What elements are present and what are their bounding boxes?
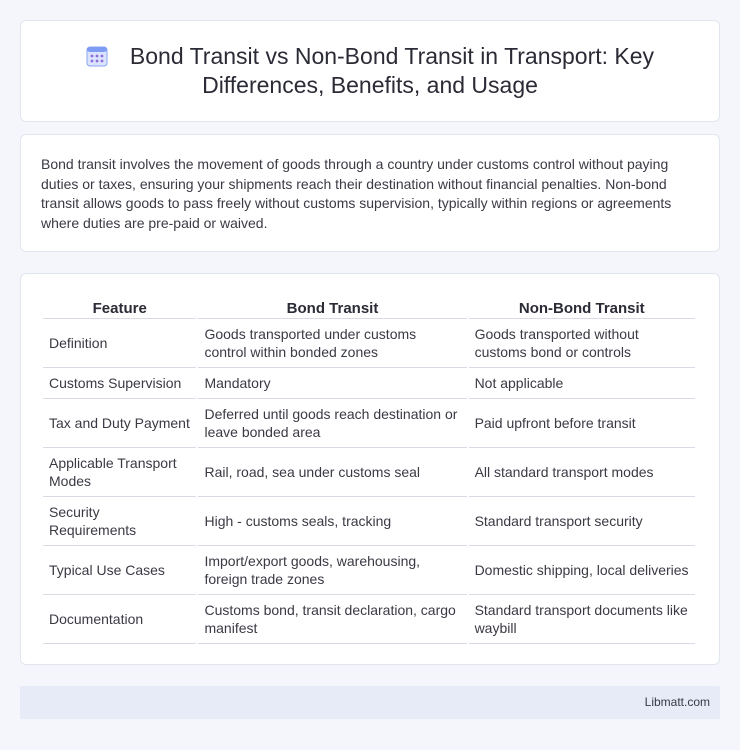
bond-cell: High - customs seals, tracking: [198, 497, 466, 546]
non-bond-cell: Domestic shipping, local deliveries: [469, 546, 695, 595]
table-row: [43, 497, 695, 546]
comparison-table: [41, 294, 697, 644]
intro-card: [20, 134, 720, 252]
calendar-icon: [86, 45, 108, 67]
table-row: [43, 368, 695, 399]
non-bond-cell: Paid upfront before transit: [469, 399, 695, 448]
table-row: [43, 448, 695, 497]
feature-cell: Applicable Transport Modes: [43, 448, 196, 497]
footer-brand-link[interactable]: Libmatt.com: [644, 695, 710, 709]
page-title: [45, 42, 695, 100]
page-title-text: Bond Transit vs Non-Bond Transit in Transport: Key Differences, Benefits, and Usage: [129, 43, 655, 98]
bond-cell: Mandatory: [198, 368, 466, 399]
feature-cell: Documentation: [43, 595, 196, 644]
bond-cell: Goods transported under customs control within bonded zones: [198, 319, 466, 368]
feature-cell: Definition: [43, 319, 196, 368]
non-bond-cell: All standard transport modes: [469, 448, 695, 497]
feature-cell: Security Requirements: [43, 497, 196, 546]
non-bond-cell: Goods transported without customs bond or controls: [469, 319, 695, 368]
feature-cell: Typical Use Cases: [43, 546, 196, 595]
title-card: [20, 20, 720, 122]
intro-paragraph: Bond transit involves the movement of goods through a country under customs control without paying duties or taxes, ensuring your shipments reach their destination without financial penalties. Non-bond transit allows goods to pass freely without customs supervision, typically within regions or agreements where duties are pre-paid or waived.: [41, 156, 672, 231]
header-non-bond-transit: Non-Bond Transit: [469, 294, 695, 319]
bond-cell: Rail, road, sea under customs seal: [198, 448, 466, 497]
non-bond-cell: Not applicable: [469, 368, 695, 399]
bond-cell: Deferred until goods reach destination or leave bonded area: [198, 399, 466, 448]
footer-bar: [20, 686, 720, 719]
bond-cell: Import/export goods, warehousing, foreign trade zones: [198, 546, 466, 595]
header-feature: Feature: [43, 294, 196, 319]
table-header-row: [43, 294, 695, 319]
title-wrap: [21, 21, 719, 121]
comparison-card: [20, 273, 720, 665]
header-bond-transit: Bond Transit: [198, 294, 466, 319]
non-bond-cell: Standard transport documents like waybill: [469, 595, 695, 644]
table-row: [43, 319, 695, 368]
non-bond-cell: Standard transport security: [469, 497, 695, 546]
feature-cell: Customs Supervision: [43, 368, 196, 399]
table-row: [43, 595, 695, 644]
bond-cell: Customs bond, transit declaration, cargo manifest: [198, 595, 466, 644]
table-row: [43, 546, 695, 595]
table-row: [43, 399, 695, 448]
feature-cell: Tax and Duty Payment: [43, 399, 196, 448]
